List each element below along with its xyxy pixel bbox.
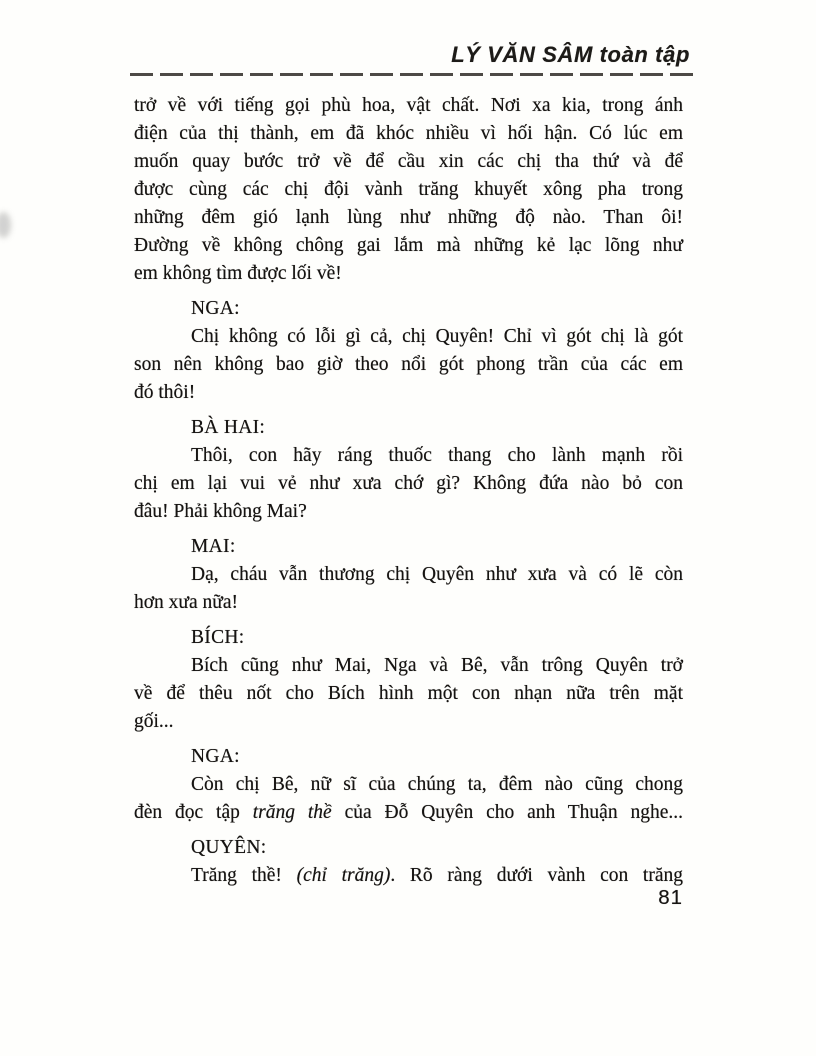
text-run: chị em lại vui vẻ như xưa chớ gì? Không đứa nào bỏ con: [134, 473, 683, 494]
text-line: [134, 708, 683, 736]
italic-text-run: trăng thề: [252, 802, 332, 823]
text-run: Trăng thề!: [191, 865, 297, 886]
text-line: [134, 470, 683, 498]
text-line: [134, 204, 683, 232]
text-line: [134, 323, 683, 351]
text-run: son nên không bao giờ theo nổi gót phong trần của các em: [134, 354, 683, 375]
text-run: của Đỗ Quyên cho anh Thuận nghe...: [331, 802, 683, 823]
text-line: [134, 176, 683, 204]
text-run: gối...: [134, 711, 174, 732]
text-run: Thôi, con hãy ráng thuốc thang cho lành mạnh rồi: [191, 445, 683, 466]
speaker-heading: MAI:: [191, 536, 236, 557]
text-run: Chị không có lỗi gì cả, chị Quyên! Chỉ vì gót chị là gót: [191, 326, 683, 347]
text-line: [134, 771, 683, 799]
page-number: 81: [658, 886, 683, 909]
text-line: [134, 652, 683, 680]
text-run: . Rõ ràng dưới vành con trăng: [390, 865, 683, 886]
text-line: [134, 589, 683, 617]
text-run: hơn xưa nữa!: [134, 592, 239, 613]
text-run: đèn đọc tập: [134, 802, 253, 823]
text-run: điện của thị thành, em đã khóc nhiều vì hối hận. Có lúc em: [134, 123, 683, 144]
speaker-heading: QUYÊN:: [191, 837, 267, 858]
page-body: [134, 92, 683, 890]
header-rule: [130, 73, 693, 76]
text-line: [134, 799, 683, 827]
text-run: đó thôi!: [134, 382, 196, 403]
text-run: về để thêu nốt cho Bích hình một con nhạn nữa trên mặt: [134, 683, 683, 704]
text-run: đâu! Phải không Mai?: [134, 501, 307, 522]
text-run: được cùng các chị đội vành trăng khuyết xông pha trong: [134, 179, 683, 200]
speaker-heading: NGA:: [191, 298, 240, 319]
text-line: [134, 120, 683, 148]
text-line: [134, 92, 683, 120]
speaker-heading: BÍCH:: [191, 627, 245, 648]
text-run: những đêm gió lạnh lùng như những độ nào. Than ôi!: [134, 207, 683, 228]
italic-text-run: (chỉ trăng): [296, 865, 391, 886]
text-run: Dạ, cháu vẫn thương chị Quyên như xưa và có lẽ còn: [191, 564, 683, 585]
text-line: [134, 232, 683, 260]
text-run: trở về với tiếng gọi phù hoa, vật chất. Nơi xa kia, trong ánh: [134, 95, 683, 116]
scan-smudge-artifact: [0, 212, 11, 238]
text-line: [134, 442, 683, 470]
speaker-heading: BÀ HAI:: [191, 417, 266, 438]
text-line: [134, 148, 683, 176]
text-line: [134, 351, 683, 379]
text-run: Còn chị Bê, nữ sĩ của chúng ta, đêm nào cũng chong: [191, 774, 683, 795]
text-run: muốn quay bước trở về để cầu xin các chị tha thứ và để: [134, 151, 683, 172]
speaker-heading: NGA:: [191, 746, 240, 767]
text-line: [134, 561, 683, 589]
text-run: Đường về không chông gai lắm mà những kẻ lạc lõng như: [134, 235, 683, 256]
text-line: [134, 379, 683, 407]
text-run: Bích cũng như Mai, Nga và Bê, vẫn trông Quyên trở: [191, 655, 683, 676]
running-head: LÝ VĂN SÂM toàn tập: [451, 42, 690, 67]
text-line: [134, 680, 683, 708]
text-line: [134, 498, 683, 526]
text-run: em không tìm được lối về!: [134, 263, 342, 284]
text-line: [134, 260, 683, 288]
